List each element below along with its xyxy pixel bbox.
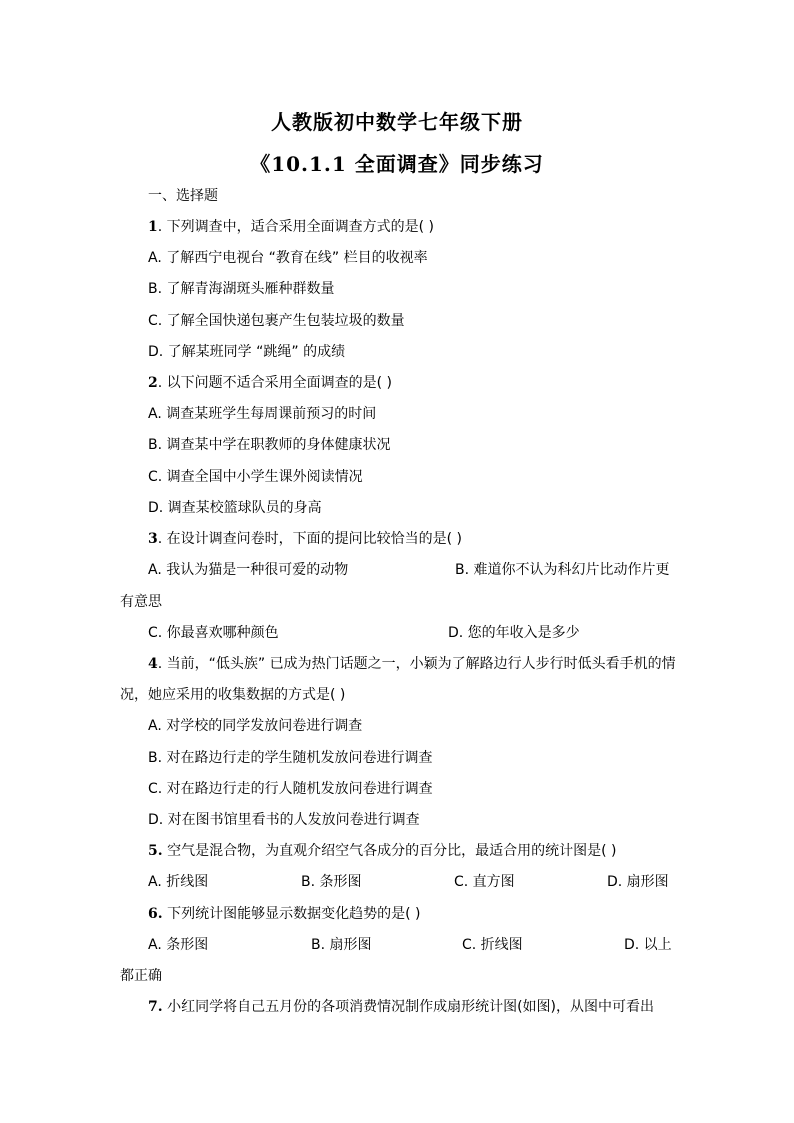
question-number: 5. [148,843,163,859]
document-title: 人教版初中数学七年级下册 [271,110,523,134]
question-4-stem [148,655,676,673]
question-text: . 在设计调查问卷时，下面的提问比较恰当的是( ) [157,531,463,547]
question-3-stem [148,530,462,548]
question-6-option-d-continued: 都正确 [120,968,162,984]
question-4-option-b: B. 对在路边行走的学生随机发放问卷进行调查 [148,750,433,766]
question-5-stem [148,842,616,860]
question-text: . 以下问题不适合采用全面调查的是( ) [157,375,393,391]
question-6-option-c: C. 折线图 [462,937,523,953]
question-4-stem-continued: 况，她应采用的收集数据的方式是( ) [120,687,346,703]
question-1-option-a: A. 了解西宁电视台 “教育在线” 栏目的收视率 [148,250,428,266]
question-5-option-c: C. 直方图 [454,874,515,890]
question-6-stem [148,905,420,923]
question-5-option-b: B. 条形图 [301,874,362,890]
question-3-option-d: D. 您的年收入是多少 [448,625,580,641]
question-1-stem [148,218,434,236]
question-2-stem [148,374,392,392]
question-text: 小红同学将自己五月份的各项消费情况制作成扇形统计图(如图)，从图中可看出 [162,999,654,1015]
question-5-option-d: D. 扇形图 [607,874,669,890]
question-5-option-a: A. 折线图 [148,874,209,890]
question-4-option-c: C. 对在路边行走的行人随机发放问卷进行调查 [148,781,433,797]
question-7-stem [148,998,654,1016]
question-text: 空气是混合物，为直观介绍空气各成分的百分比，最适合用的统计图是( ) [162,843,617,859]
question-2-option-d: D. 调查某校篮球队员的身高 [148,500,322,516]
question-1-option-c: C. 了解全国快递包裹产生包装垃圾的数量 [148,313,405,329]
question-3-option-c: C. 你最喜欢哪种颜色 [148,625,279,641]
question-6-option-b: B. 扇形图 [311,937,372,953]
question-4-option-a: A. 对学校的同学发放问卷进行调查 [148,718,363,734]
question-number: 7. [148,999,163,1015]
question-number: 2 [148,375,158,391]
question-2-option-c: C. 调查全国中小学生课外阅读情况 [148,469,363,485]
question-number: 3 [148,531,158,547]
question-1-option-b: B. 了解青海湖斑头雁种群数量 [148,281,335,297]
question-4-option-d: D. 对在图书馆里看书的人发放问卷进行调查 [148,812,420,828]
question-3-option-b: B. 难道你不认为科幻片比动作片更 [455,562,670,578]
question-2-option-b: B. 调查某中学在职教师的身体健康状况 [148,437,391,453]
section-heading: 一、选择题 [148,188,218,204]
question-number: 1 [148,219,158,235]
question-text: 下列统计图能够显示数据变化趋势的是( ) [162,906,421,922]
question-1-option-d: D. 了解某班同学 “跳绳” 的成绩 [148,344,346,360]
question-number: 4 [148,656,158,672]
question-3-option-b-continued: 有意思 [120,594,162,610]
question-3-option-a: A. 我认为猫是一种很可爱的动物 [148,562,349,578]
question-number: 6. [148,906,163,922]
question-text: . 当前，“低头族” 已成为热门话题之一，小颖为了解路边行人步行时低头看手机的情 [157,656,676,672]
question-2-option-a: A. 调查某班学生每周课前预习的时间 [148,406,377,422]
question-6-option-a: A. 条形图 [148,937,209,953]
document-subtitle: 《10.1.1 全面调查》同步练习 [250,152,544,176]
question-text: . 下列调查中，适合采用全面调查方式的是( ) [157,219,435,235]
question-6-option-d: D. 以上 [624,937,672,953]
